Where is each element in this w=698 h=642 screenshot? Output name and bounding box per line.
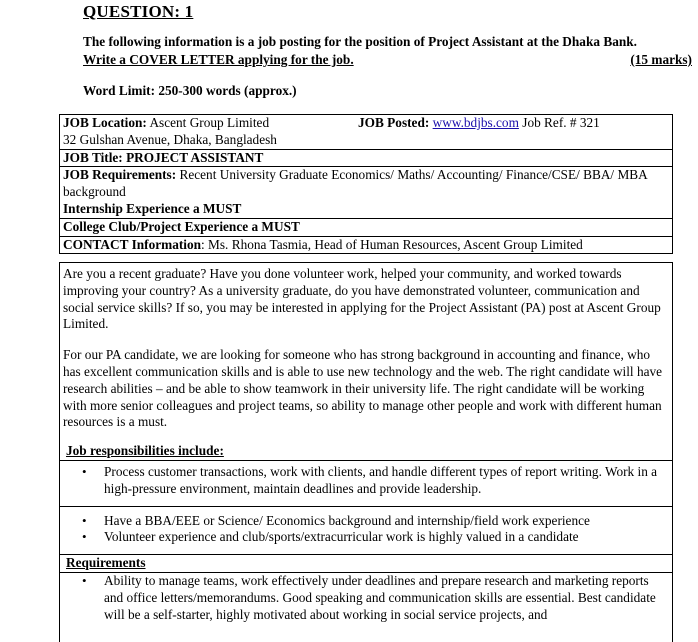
job-title-row [60, 150, 672, 168]
title-value: PROJECT ASSISTANT [126, 149, 264, 165]
title-label: JOB Title: [63, 149, 123, 165]
contact-label: CONTACT Information [63, 236, 202, 252]
list-item: • Volunteer experience and club/sports/extracurricular work is highly valued in a candidate [60, 529, 672, 546]
contact-value: : Ms. Rhona Tasmia, Head of Human Resources, Ascent Group Limited [201, 236, 583, 252]
intro-line: The following information is a job posting for the position of Project Assistant at the Dhaka Bank. [83, 34, 637, 49]
description [60, 263, 672, 431]
description-paragraph: For our PA candidate, we are looking for someone who has strong background in accounting and finance, who has excellent communication skills and is able to use new technology and the web. The right candidate will have research abilities – and be able to show teamwork in their university life. The right candidate will be working with more senior colleagues and project teams, so ability to manage other people and work with different human resources is a must. [63, 347, 663, 430]
internship-text: Internship Experience a MUST [63, 200, 242, 216]
list-item: • Ability to manage teams, work effectively under deadlines and prepare research and marketing reports and office letters/memorandums. Good speaking and communication skills are essential. Best candidate will be a self-starter, highly motivated about working in social service projects, and [60, 573, 672, 623]
description-paragraph: Are you a recent graduate? Have you done volunteer work, helped your community, and worked towards improving your country? As a university graduate, do you have demonstrated volunteer, communication and social service skills? If so, you may be interested in applying for the Project Assistant (PA) post at Ascent Group Limited. [63, 266, 661, 332]
responsibilities-list-2 [60, 507, 672, 556]
question-intro [83, 33, 695, 69]
job-info-table [59, 114, 673, 254]
word-limit: Word Limit: 250-300 words (approx.) [83, 83, 297, 98]
contact-row [60, 237, 672, 254]
job-requirements-row [60, 167, 672, 218]
responsibilities-heading: Job responsibilities include: [60, 443, 672, 461]
question-title: QUESTION: 1 [83, 2, 194, 21]
marks: (15 marks) [630, 52, 692, 67]
requirements-heading: Requirements [60, 555, 672, 573]
location-value: Ascent Group Limited [149, 115, 270, 130]
posted-label: JOB Posted: [358, 115, 430, 130]
req-value: Recent University Graduate Economics/ Maths/ Accounting/ Finance/CSE/ BBA/ MBA background [63, 167, 648, 200]
requirements-list [60, 573, 672, 623]
list-item: • Have a BBA/EEE or Science/ Economics background and internship/field work experience [60, 513, 672, 530]
responsibilities-list-1 [60, 461, 672, 507]
posted-link[interactable]: www.bdjbs.com [432, 115, 519, 130]
job-description-table [59, 262, 673, 642]
club-row: College Club/Project Experience a MUST [60, 219, 672, 237]
address: 32 Gulshan Avenue, Dhaka, Bangladesh [63, 131, 277, 147]
instruction: Write a COVER LETTER applying for the job. [83, 52, 354, 67]
location-label: JOB Location: [63, 115, 147, 130]
list-item: • Process customer transactions, work with clients, and handle different types of report writing. Work in a high-pressure environment, maintain deadlines and provide leadership. [60, 464, 672, 498]
job-ref: Job Ref. # 321 [522, 115, 600, 130]
req-label: JOB Requirements: [63, 167, 177, 183]
job-location-row [60, 115, 672, 150]
